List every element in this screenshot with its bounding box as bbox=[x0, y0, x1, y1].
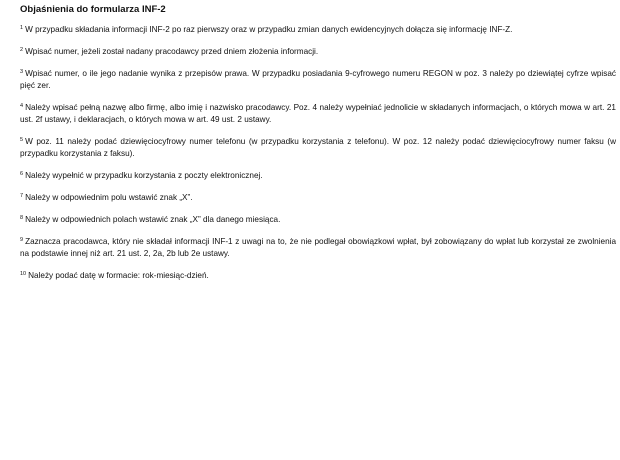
footnote-text: W poz. 11 należy podać dziewięciocyfrowy numer telefonu (w przypadku korzystania z telefonu). W poz. 12 należy podać dziewięciocyfrowy numer faksu (w przypadku korzystania z faksu). bbox=[20, 137, 616, 158]
footnote-1 bbox=[20, 22, 616, 36]
footnote-8 bbox=[20, 212, 616, 226]
document-title: Objaśnienia do formularza INF-2 bbox=[20, 4, 166, 15]
footnote-number: 5 bbox=[20, 137, 24, 143]
explanations-document bbox=[20, 4, 616, 290]
footnote-5 bbox=[20, 134, 616, 160]
footnote-text: W przypadku składania informacji INF-2 po raz pierwszy oraz w przypadku zmian danych ewidencyjnych dołącza się informację INF-Z. bbox=[25, 25, 513, 34]
footnote-number: 9 bbox=[20, 237, 24, 243]
footnote-text: Wpisać numer, jeżeli został nadany pracodawcy przed dniem złożenia informacji. bbox=[25, 47, 319, 56]
footnote-text: Należy w odpowiednim polu wstawić znak „X”. bbox=[25, 193, 193, 202]
footnote-6 bbox=[20, 168, 616, 182]
footnote-text: Należy wypełnić w przypadku korzystania z poczty elektronicznej. bbox=[25, 171, 263, 180]
footnote-number: 6 bbox=[20, 171, 24, 177]
footnote-text: Wpisać numer, o ile jego nadanie wynika z przepisów prawa. W przypadku posiadania 9-cyfrowego numeru REGON w poz. 3 należy po dziewiątej cyfrze wpisać pięć zer. bbox=[20, 69, 616, 90]
footnote-2 bbox=[20, 44, 616, 58]
footnote-number: 10 bbox=[20, 271, 27, 277]
footnote-text: Należy w odpowiednich polach wstawić znak „X” dla danego miesiąca. bbox=[25, 215, 281, 224]
footnote-number: 4 bbox=[20, 103, 24, 109]
footnote-9 bbox=[20, 234, 616, 260]
footnote-number: 7 bbox=[20, 193, 24, 199]
footnote-4 bbox=[20, 100, 616, 126]
footnote-text: Należy podać datę w formacie: rok-miesiąc-dzień. bbox=[28, 271, 209, 280]
footnote-number: 2 bbox=[20, 47, 24, 53]
footnote-text: Zaznacza pracodawca, który nie składał informacji INF-1 z uwagi na to, że nie podlegał obowiązkowi wpłat, był zobowiązany do wpłat lub korzystał ze zwolnienia na podstawie innej niż art. 21 ust. 2, 2a, 2b lub 2e ustawy. bbox=[20, 237, 616, 258]
footnote-number: 3 bbox=[20, 69, 24, 75]
footnote-3 bbox=[20, 66, 616, 92]
footnote-10 bbox=[20, 268, 616, 282]
footnote-text: Należy wpisać pełną nazwę albo firmę, albo imię i nazwisko pracodawcy. Poz. 4 należy wypełniać jednolicie w składanych informacjach, o których mowa w art. 21 ust. 2f ustawy, i deklaracjach, o których mowa w art. 49 ust. 2 ustawy. bbox=[20, 103, 616, 124]
footnote-number: 8 bbox=[20, 215, 24, 221]
footnote-number: 1 bbox=[20, 25, 24, 31]
footnote-7 bbox=[20, 190, 616, 204]
